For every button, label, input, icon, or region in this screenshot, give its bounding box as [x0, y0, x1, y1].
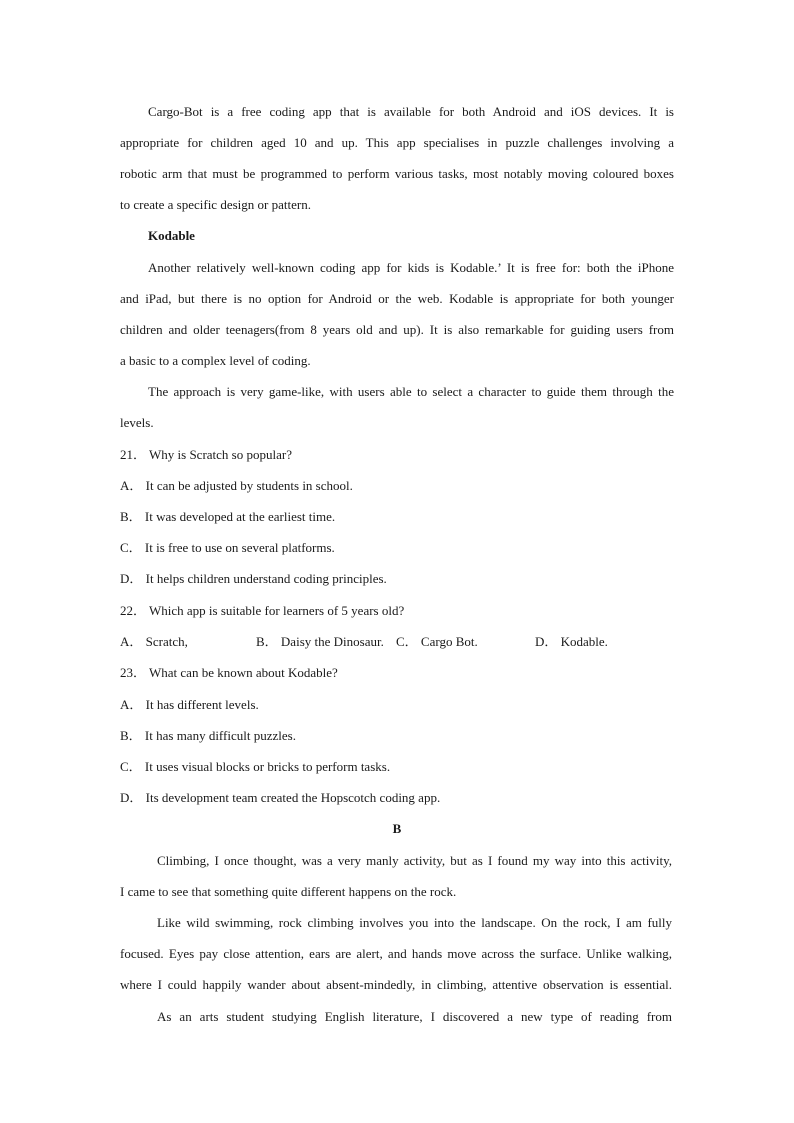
paragraph-line: a basic to a complex level of coding. [120, 353, 311, 368]
question-23-stem: 23． What can be known about Kodable? [120, 665, 338, 680]
paragraph-line: Cargo-Bot is a free coding app that is available for both Android and iOS devices. It is [148, 104, 674, 119]
paragraph-line: focused. Eyes pay close attention, ears are alert, and hands move across the surface. Unlike walking, [120, 946, 672, 961]
paragraph-line: Climbing, I once thought, was a very manly activity, but as I found my way into this activity, [157, 853, 672, 868]
paragraph-line: The approach is very game-like, with users able to select a character to guide them through the [148, 384, 674, 399]
question-21-option-a: A． It can be adjusted by students in school. [120, 478, 353, 493]
question-21-stem: 21． Why is Scratch so popular? [120, 447, 292, 462]
question-21-option-b: B． It was developed at the earliest time. [120, 509, 336, 524]
paragraph-line: levels. [120, 415, 154, 430]
paragraph-line: where I could happily wander about absent-mindedly, in climbing, attentive observation is essential. [120, 977, 672, 992]
section-heading-b: B [392, 821, 402, 836]
question-23-option-a: A． It has different levels. [120, 697, 259, 712]
paragraph-line: Like wild swimming, rock climbing involves you into the landscape. On the rock, I am fully [157, 915, 672, 930]
question-21-option-d: D． It helps children understand coding principles. [120, 571, 387, 586]
paragraph-line: I came to see that something quite different happens on the rock. [120, 884, 457, 899]
paragraph-line: children and older teenagers(from 8 years old and up). It is also remarkable for guiding users from [120, 322, 674, 337]
paragraph-line: As an arts student studying English literature, I discovered a new type of reading from [157, 1009, 672, 1024]
question-22-stem: 22． Which app is suitable for learners of 5 years old? [120, 603, 405, 618]
question-22-option-a: A． Scratch, [120, 634, 188, 649]
question-21-option-c: C． It is free to use on several platforms. [120, 540, 335, 555]
question-23-option-c: C． It uses visual blocks or bricks to perform tasks. [120, 759, 391, 774]
question-22-option-d: D． Kodable. [535, 634, 608, 649]
section-heading-kodable: Kodable [148, 228, 195, 243]
paragraph-line: to create a specific design or pattern. [120, 197, 311, 212]
question-23-option-b: B． It has many difficult puzzles. [120, 728, 296, 743]
paragraph-line: robotic arm that must be programmed to perform various tasks, most notably moving coloured boxes [120, 166, 674, 181]
paragraph-line: Another relatively well-known coding app for kids is Kodable.’ It is free for: both the iPhone [148, 260, 674, 275]
paragraph-line: and iPad, but there is no option for Android or the web. Kodable is appropriate for both younger [120, 291, 674, 306]
paragraph-line: appropriate for children aged 10 and up. This app specialises in puzzle challenges involving a [120, 135, 674, 150]
question-22-option-b: B． Daisy the Dinosaur. [256, 634, 384, 649]
question-22-option-c: C． Cargo Bot. [396, 634, 478, 649]
question-23-option-d: D． Its development team created the Hopscotch coding app. [120, 790, 441, 805]
